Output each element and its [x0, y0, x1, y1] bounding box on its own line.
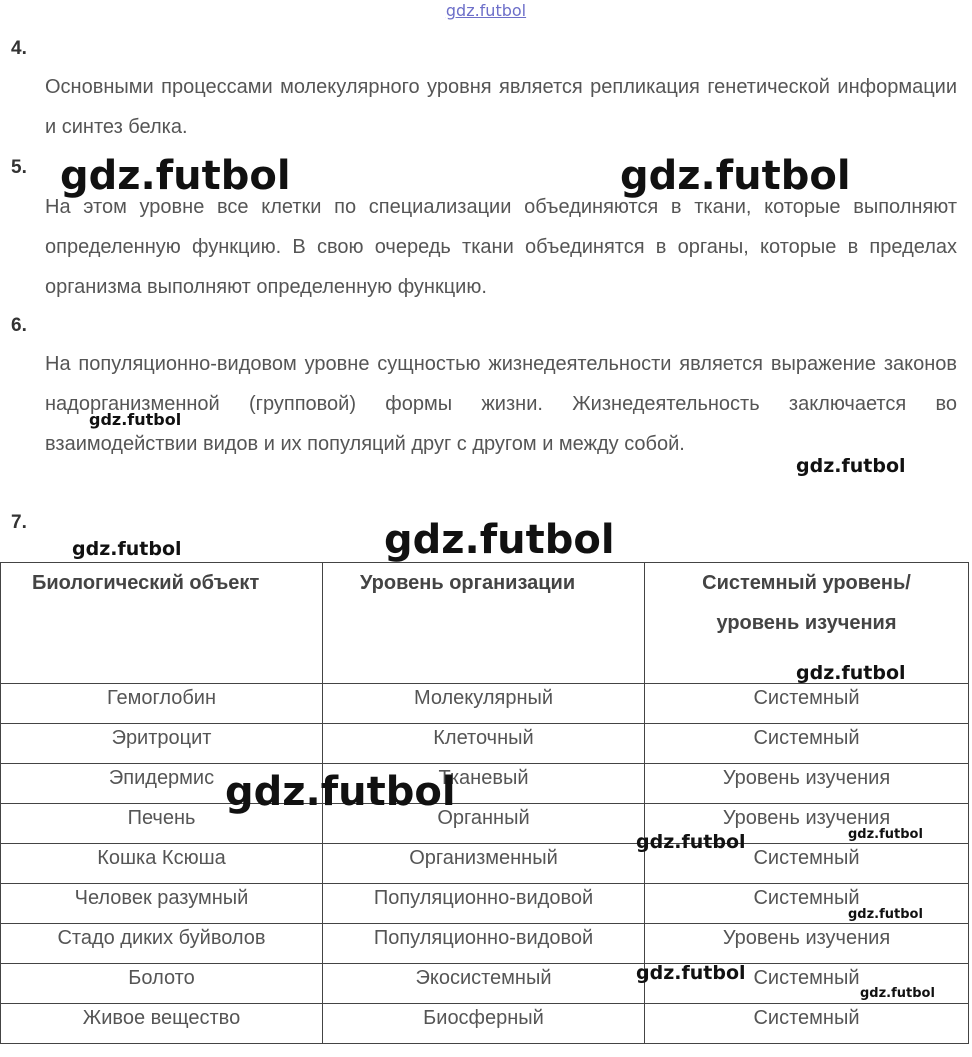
- cell-system: Системный: [645, 964, 969, 1004]
- cell-object: Эпидермис: [1, 764, 323, 804]
- watermark: gdz.futbol: [796, 455, 906, 477]
- table-row: [1, 844, 969, 884]
- section-6-text: На популяционно-видовом уровне сущностью жизнедеятельности является выражение законов надорганизменной (групповой) формы жизни. Жизнедеятельность заключается во взаимодействии видов и их популяций друг с другом и между собой.: [45, 353, 957, 455]
- cell-system: Уровень изучения: [645, 924, 969, 964]
- table-row: [1, 804, 969, 844]
- cell-level: Клеточный: [323, 724, 645, 764]
- cell-object: Кошка Ксюша: [1, 844, 323, 884]
- watermark: gdz.futbol: [225, 769, 456, 815]
- site-link[interactable]: gdz.futbol: [445, 1, 527, 20]
- cell-system: Системный: [645, 844, 969, 884]
- cell-level: Популяционно-видовой: [323, 924, 645, 964]
- table-row: [1, 684, 969, 724]
- cell-system: Системный: [645, 884, 969, 924]
- cell-level: Популяционно-видовой: [323, 884, 645, 924]
- cell-object: Гемоглобин: [1, 684, 323, 724]
- cell-object: Человек разумный: [1, 884, 323, 924]
- cell-system: Системный: [645, 684, 969, 724]
- table-row: [1, 924, 969, 964]
- cell-level: Организменный: [323, 844, 645, 884]
- cell-object: Болото: [1, 964, 323, 1004]
- watermark: gdz.futbol: [384, 517, 615, 563]
- watermark: gdz.futbol: [636, 831, 746, 853]
- watermark: gdz.futbol: [848, 827, 923, 842]
- header-level: Уровень организации: [323, 563, 645, 684]
- watermark: gdz.futbol: [848, 907, 923, 922]
- header-object: Биологический объект: [1, 563, 323, 684]
- watermark: gdz.futbol: [636, 962, 746, 984]
- section-number-4: 4.: [11, 38, 27, 59]
- section-5-text: На этом уровне все клетки по специализации объединяются в ткани, которые выполняют определенную функцию. В свою очередь ткани объединятся в органы, которые в пределах организма выполняют определенную функцию.: [45, 196, 957, 298]
- cell-level: Органный: [323, 804, 645, 844]
- cell-level: Биосферный: [323, 1004, 645, 1044]
- watermark: gdz.futbol: [60, 153, 291, 199]
- cell-level: Молекулярный: [323, 684, 645, 724]
- cell-system: Уровень изучения: [645, 764, 969, 804]
- cell-system: Системный: [645, 1004, 969, 1044]
- table-row: [1, 724, 969, 764]
- table-row: [1, 884, 969, 924]
- section-number-5: 5.: [11, 157, 27, 178]
- cell-level: Экосистемный: [323, 964, 645, 1004]
- cell-system: Системный: [645, 724, 969, 764]
- watermark: gdz.futbol: [620, 153, 851, 199]
- table-row: [1, 1004, 969, 1044]
- watermark: gdz.futbol: [860, 986, 935, 1001]
- table-row: [1, 964, 969, 1004]
- watermark: gdz.futbol: [89, 410, 182, 429]
- cell-system: Уровень изучения: [645, 804, 969, 844]
- table-row: [1, 764, 969, 804]
- cell-level: Тканевый: [323, 764, 645, 804]
- watermark: gdz.futbol: [72, 538, 182, 560]
- cell-object: Эритроцит: [1, 724, 323, 764]
- cell-object: Живое вещество: [1, 1004, 323, 1044]
- section-4-text: Основными процессами молекулярного уровня является репликация генетической информации и синтез белка.: [45, 76, 957, 138]
- cell-object: Печень: [1, 804, 323, 844]
- section-number-6: 6.: [11, 315, 27, 336]
- biological-levels-table: [0, 562, 969, 1044]
- cell-object: Стадо диких буйволов: [1, 924, 323, 964]
- watermark: gdz.futbol: [796, 662, 906, 684]
- section-number-7: 7.: [11, 512, 27, 533]
- header-system-text: Системный уровень/уровень изучения: [702, 572, 911, 634]
